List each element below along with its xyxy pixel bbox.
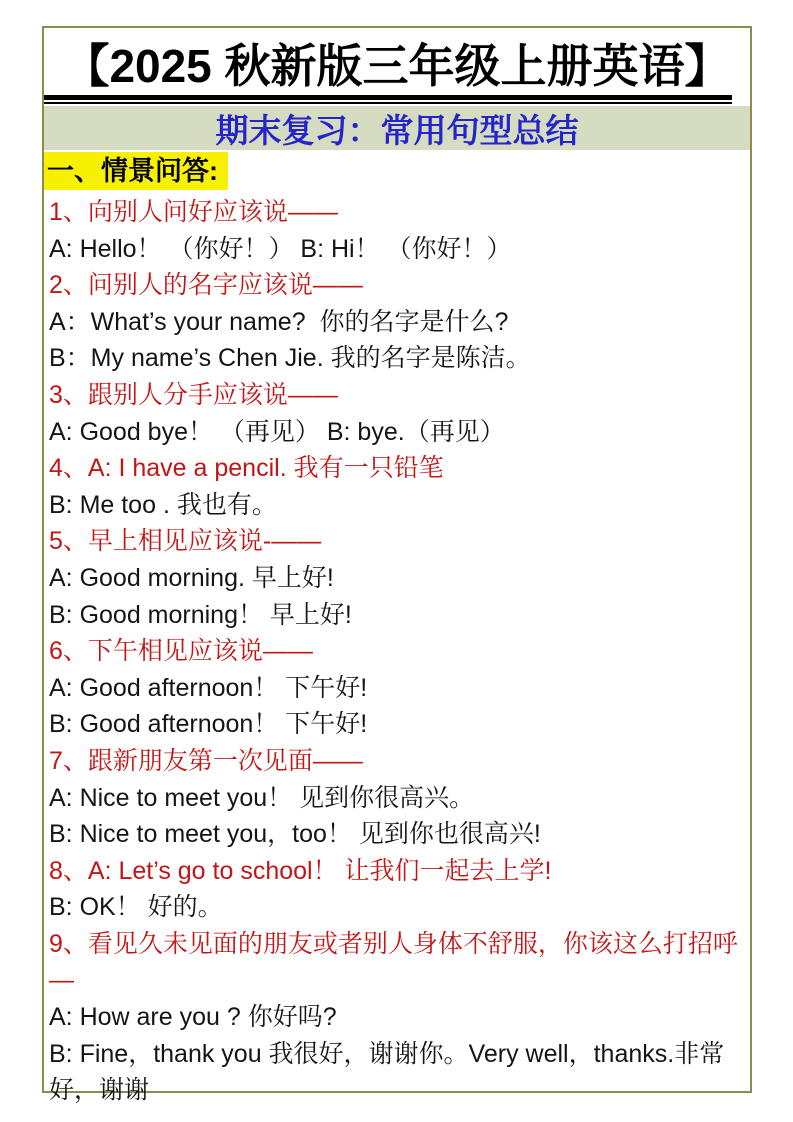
qa-line: A: Hello！ （你好！） B: Hi！ （你好！） <box>49 234 512 263</box>
document-subtitle: 期末复习：常用句型总结 <box>215 111 579 149</box>
qa-line: A: Nice to meet you！ 见到你很高兴。 <box>49 783 475 812</box>
qa-line: 3、跟别人分手应该说—— <box>49 380 338 409</box>
qa-line: A: Good afternoon！ 下午好! <box>49 673 368 702</box>
qa-list <box>44 190 750 1109</box>
qa-line: B: Good afternoon！ 下午好! <box>49 710 368 739</box>
document-title: 【2025 秋新版三年级上册英语】 <box>63 40 731 92</box>
qa-line: B: Nice to meet you，too！ 见到你也很高兴! <box>49 820 541 849</box>
qa-line: 1、向别人问好应该说—— <box>49 198 338 226</box>
content-frame <box>42 26 752 1105</box>
qa-line: A: Good morning. 早上好! <box>49 563 334 592</box>
title-underline <box>44 95 732 104</box>
qa-line: 8、A: Let’s go to school！ 让我们一起去上学! <box>49 856 552 885</box>
qa-line: 2、问别人的名字应该说—— <box>49 271 363 300</box>
underline-thick-rule <box>44 95 732 100</box>
section-heading: 一、情景问答: <box>44 152 228 190</box>
qa-line: 9、看见久未见面的朋友或者别人身体不舒服，你该这么打招呼— <box>49 929 738 995</box>
qa-line: B: OK！ 好的。 <box>49 893 223 922</box>
qa-line: B: Me too . 我也有。 <box>49 490 277 519</box>
subtitle-band <box>44 106 750 150</box>
qa-line: 6、下午相见应该说—— <box>49 637 313 666</box>
qa-line: 5、早上相见应该说-—— <box>49 527 322 556</box>
qa-line: B: Good morning！ 早上好! <box>49 600 352 629</box>
qa-line: A：What’s your name? 你的名字是什么? <box>49 307 509 336</box>
qa-line: B: Fine，thank you 我很好，谢谢你。Very well，thanks.非常好，谢谢 <box>49 1039 725 1105</box>
section-heading-row <box>44 152 750 190</box>
qa-line: B：My name’s Chen Jie. 我的名字是陈洁。 <box>49 344 531 373</box>
qa-line: 4、A: I have a pencil. 我有一只铅笔 <box>49 454 444 483</box>
qa-line: 7、跟新朋友第一次见面—— <box>49 746 363 775</box>
qa-line: A: Good bye！ （再见） B: bye.（再见） <box>49 417 505 446</box>
qa-line: A: How are you ? 你好吗? <box>49 1003 337 1032</box>
